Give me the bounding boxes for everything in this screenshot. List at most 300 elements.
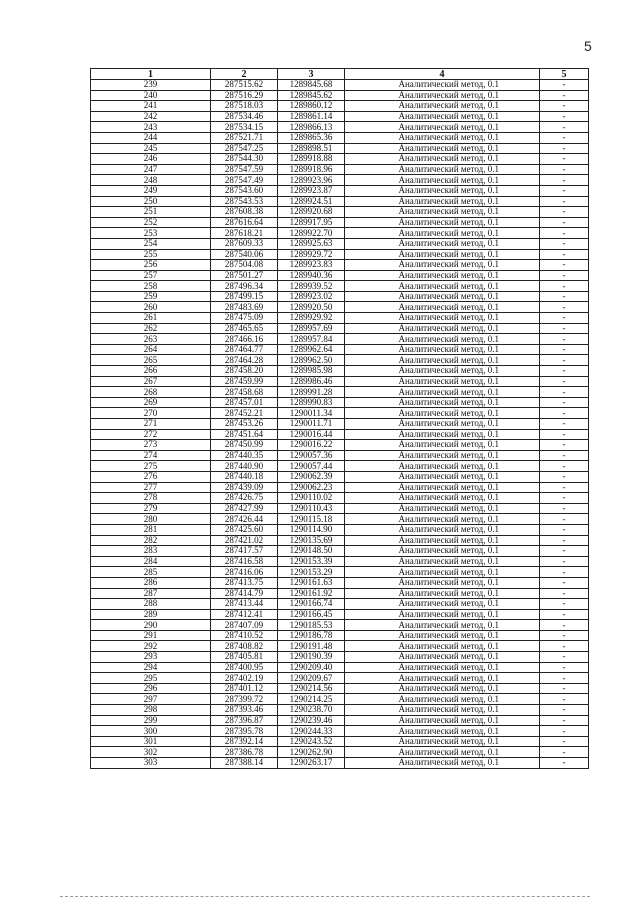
cell-y: 1290062.23 <box>278 482 345 493</box>
cell-method: Аналитический метод, 0.1 <box>345 599 540 610</box>
cell-point-number: 262 <box>91 323 211 334</box>
cell-x: 287458.68 <box>211 387 278 398</box>
cell-y: 1289925.63 <box>278 238 345 249</box>
cell-point-number: 302 <box>91 747 211 758</box>
cell-y: 1290016.44 <box>278 429 345 440</box>
cell-description: - <box>540 366 589 377</box>
cell-method: Аналитический метод, 0.1 <box>345 313 540 324</box>
cell-point-number: 287 <box>91 588 211 599</box>
table-row <box>91 90 589 101</box>
cell-x: 287457.01 <box>211 397 278 408</box>
table-row <box>91 376 589 387</box>
cell-y: 1289923.87 <box>278 185 345 196</box>
cell-point-number: 266 <box>91 366 211 377</box>
cell-point-number: 301 <box>91 736 211 747</box>
cell-description: - <box>540 440 589 451</box>
cell-x: 287410.52 <box>211 630 278 641</box>
cell-point-number: 285 <box>91 567 211 578</box>
cell-y: 1289923.02 <box>278 291 345 302</box>
cell-y: 1290114.90 <box>278 524 345 535</box>
cell-x: 287483.69 <box>211 302 278 313</box>
cell-point-number: 243 <box>91 122 211 133</box>
cell-method: Аналитический метод, 0.1 <box>345 419 540 430</box>
cell-y: 1289929.92 <box>278 313 345 324</box>
cell-x: 287608.38 <box>211 207 278 218</box>
cell-point-number: 265 <box>91 355 211 366</box>
cell-point-number: 295 <box>91 673 211 684</box>
table-row <box>91 440 589 451</box>
cell-x: 287413.75 <box>211 577 278 588</box>
cell-x: 287609.33 <box>211 238 278 249</box>
cell-description: - <box>540 154 589 165</box>
cell-point-number: 279 <box>91 503 211 514</box>
cell-point-number: 290 <box>91 620 211 631</box>
cell-description: - <box>540 535 589 546</box>
cell-y: 1289861.14 <box>278 111 345 122</box>
cell-y: 1290263.17 <box>278 758 345 769</box>
cell-description: - <box>540 620 589 631</box>
table-row <box>91 228 589 239</box>
table-row <box>91 281 589 292</box>
table-row <box>91 652 589 663</box>
cell-method: Аналитический метод, 0.1 <box>345 302 540 313</box>
cell-method: Аналитический метод, 0.1 <box>345 111 540 122</box>
cell-y: 1290166.74 <box>278 599 345 610</box>
cell-point-number: 278 <box>91 493 211 504</box>
table-row <box>91 291 589 302</box>
table-row <box>91 80 589 91</box>
cell-x: 287543.53 <box>211 196 278 207</box>
cell-x: 287452.21 <box>211 408 278 419</box>
cell-x: 287616.64 <box>211 217 278 228</box>
cell-point-number: 282 <box>91 535 211 546</box>
table-row <box>91 535 589 546</box>
cell-description: - <box>540 524 589 535</box>
cell-description: - <box>540 408 589 419</box>
cell-y: 1290214.25 <box>278 694 345 705</box>
cell-method: Аналитический метод, 0.1 <box>345 567 540 578</box>
cell-description: - <box>540 387 589 398</box>
cell-y: 1290239.46 <box>278 715 345 726</box>
table-header-row <box>91 69 589 80</box>
cell-description: - <box>540 609 589 620</box>
cell-x: 287407.09 <box>211 620 278 631</box>
cell-x: 287426.75 <box>211 493 278 504</box>
cell-y: 1289939.52 <box>278 281 345 292</box>
cell-x: 287475.09 <box>211 313 278 324</box>
cell-description: - <box>540 556 589 567</box>
cell-description: - <box>540 228 589 239</box>
cell-description: - <box>540 662 589 673</box>
cell-description: - <box>540 461 589 472</box>
cell-description: - <box>540 143 589 154</box>
cell-x: 287496.34 <box>211 281 278 292</box>
table-row <box>91 694 589 705</box>
cell-method: Аналитический метод, 0.1 <box>345 461 540 472</box>
cell-description: - <box>540 546 589 557</box>
cell-point-number: 273 <box>91 440 211 451</box>
cell-point-number: 292 <box>91 641 211 652</box>
cell-x: 287440.18 <box>211 471 278 482</box>
cell-y: 1290135.69 <box>278 535 345 546</box>
cell-x: 287392.14 <box>211 736 278 747</box>
cell-description: - <box>540 260 589 271</box>
table-row <box>91 450 589 461</box>
cell-x: 287547.49 <box>211 175 278 186</box>
cell-y: 1290243.52 <box>278 736 345 747</box>
cell-method: Аналитический метод, 0.1 <box>345 524 540 535</box>
table-row <box>91 726 589 737</box>
cell-description: - <box>540 334 589 345</box>
cell-method: Аналитический метод, 0.1 <box>345 207 540 218</box>
cell-description: - <box>540 196 589 207</box>
table-row <box>91 196 589 207</box>
cell-y: 1289845.68 <box>278 80 345 91</box>
cell-y: 1290185.53 <box>278 620 345 631</box>
table-row <box>91 132 589 143</box>
cell-x: 287405.81 <box>211 652 278 663</box>
cell-method: Аналитический метод, 0.1 <box>345 249 540 260</box>
cell-description: - <box>540 482 589 493</box>
table-row <box>91 260 589 271</box>
cell-method: Аналитический метод, 0.1 <box>345 408 540 419</box>
cell-description: - <box>540 577 589 588</box>
table-row <box>91 715 589 726</box>
coordinates-table <box>90 68 589 769</box>
cell-description: - <box>540 111 589 122</box>
cell-y: 1289920.68 <box>278 207 345 218</box>
table-row <box>91 323 589 334</box>
cell-description: - <box>540 185 589 196</box>
cell-method: Аналитический метод, 0.1 <box>345 185 540 196</box>
cell-point-number: 239 <box>91 80 211 91</box>
cell-x: 287400.95 <box>211 662 278 673</box>
cell-y: 1289860.12 <box>278 101 345 112</box>
cell-point-number: 268 <box>91 387 211 398</box>
table-row <box>91 524 589 535</box>
table-row <box>91 302 589 313</box>
cell-method: Аналитический метод, 0.1 <box>345 482 540 493</box>
cell-x: 287412.41 <box>211 609 278 620</box>
cell-y: 1290110.43 <box>278 503 345 514</box>
cell-method: Аналитический метод, 0.1 <box>345 355 540 366</box>
cell-x: 287464.28 <box>211 355 278 366</box>
cell-description: - <box>540 673 589 684</box>
cell-point-number: 254 <box>91 238 211 249</box>
cell-method: Аналитический метод, 0.1 <box>345 429 540 440</box>
cell-description: - <box>540 503 589 514</box>
cell-x: 287547.59 <box>211 164 278 175</box>
table-row <box>91 101 589 112</box>
cell-point-number: 298 <box>91 705 211 716</box>
table-row <box>91 588 589 599</box>
cell-x: 287458.20 <box>211 366 278 377</box>
table-row <box>91 471 589 482</box>
cell-y: 1289957.69 <box>278 323 345 334</box>
cell-method: Аналитический метод, 0.1 <box>345 588 540 599</box>
cell-x: 287393.46 <box>211 705 278 716</box>
cell-x: 287425.60 <box>211 524 278 535</box>
cell-method: Аналитический метод, 0.1 <box>345 715 540 726</box>
cell-method: Аналитический метод, 0.1 <box>345 281 540 292</box>
cell-y: 1290148.50 <box>278 546 345 557</box>
column-header-x: 2 <box>211 69 278 80</box>
cell-x: 287417.57 <box>211 546 278 557</box>
cell-point-number: 247 <box>91 164 211 175</box>
cell-description: - <box>540 736 589 747</box>
table-row <box>91 747 589 758</box>
cell-method: Аналитический метод, 0.1 <box>345 196 540 207</box>
cell-y: 1289866.13 <box>278 122 345 133</box>
table-row <box>91 705 589 716</box>
cell-method: Аналитический метод, 0.1 <box>345 397 540 408</box>
cell-description: - <box>540 291 589 302</box>
cell-x: 287547.25 <box>211 143 278 154</box>
cell-x: 287504.08 <box>211 260 278 271</box>
cell-point-number: 284 <box>91 556 211 567</box>
cell-method: Аналитический метод, 0.1 <box>345 556 540 567</box>
cell-y: 1289918.96 <box>278 164 345 175</box>
cell-x: 287499.15 <box>211 291 278 302</box>
table-row <box>91 641 589 652</box>
cell-y: 1289986.46 <box>278 376 345 387</box>
cell-x: 287399.72 <box>211 694 278 705</box>
cell-x: 287464.77 <box>211 344 278 355</box>
cell-y: 1289962.64 <box>278 344 345 355</box>
cell-point-number: 267 <box>91 376 211 387</box>
cell-y: 1290062.39 <box>278 471 345 482</box>
cell-y: 1290238.70 <box>278 705 345 716</box>
cell-x: 287396.87 <box>211 715 278 726</box>
cell-y: 1290166.45 <box>278 609 345 620</box>
table-row <box>91 207 589 218</box>
cell-y: 1289922.70 <box>278 228 345 239</box>
cell-description: - <box>540 207 589 218</box>
column-header-description: 5 <box>540 69 589 80</box>
cell-description: - <box>540 122 589 133</box>
cell-y: 1290161.92 <box>278 588 345 599</box>
cell-method: Аналитический метод, 0.1 <box>345 175 540 186</box>
cell-description: - <box>540 323 589 334</box>
cell-y: 1289898.51 <box>278 143 345 154</box>
cell-x: 287440.90 <box>211 461 278 472</box>
cell-y: 1289865.36 <box>278 132 345 143</box>
cell-x: 287414.79 <box>211 588 278 599</box>
table-row <box>91 344 589 355</box>
cell-method: Аналитический метод, 0.1 <box>345 366 540 377</box>
cell-method: Аналитический метод, 0.1 <box>345 705 540 716</box>
cell-point-number: 293 <box>91 652 211 663</box>
cell-y: 1289918.88 <box>278 154 345 165</box>
cell-description: - <box>540 313 589 324</box>
cell-method: Аналитический метод, 0.1 <box>345 726 540 737</box>
table-row <box>91 122 589 133</box>
cell-x: 287395.78 <box>211 726 278 737</box>
cell-description: - <box>540 238 589 249</box>
cell-x: 287408.82 <box>211 641 278 652</box>
cell-y: 1289991.28 <box>278 387 345 398</box>
cell-point-number: 253 <box>91 228 211 239</box>
table-row <box>91 154 589 165</box>
table-row <box>91 620 589 631</box>
table-row <box>91 683 589 694</box>
cell-point-number: 252 <box>91 217 211 228</box>
cell-description: - <box>540 355 589 366</box>
cell-method: Аналитический метод, 0.1 <box>345 143 540 154</box>
cell-y: 1290209.67 <box>278 673 345 684</box>
cell-point-number: 269 <box>91 397 211 408</box>
cell-method: Аналитический метод, 0.1 <box>345 546 540 557</box>
cell-method: Аналитический метод, 0.1 <box>345 344 540 355</box>
cell-method: Аналитический метод, 0.1 <box>345 630 540 641</box>
cell-point-number: 240 <box>91 90 211 101</box>
cell-method: Аналитический метод, 0.1 <box>345 620 540 631</box>
cell-method: Аналитический метод, 0.1 <box>345 535 540 546</box>
cell-method: Аналитический метод, 0.1 <box>345 376 540 387</box>
cell-description: - <box>540 726 589 737</box>
cell-point-number: 289 <box>91 609 211 620</box>
cell-point-number: 263 <box>91 334 211 345</box>
cell-method: Аналитический метод, 0.1 <box>345 747 540 758</box>
cell-description: - <box>540 747 589 758</box>
cell-x: 287534.46 <box>211 111 278 122</box>
cell-method: Аналитический метод, 0.1 <box>345 101 540 112</box>
cell-point-number: 272 <box>91 429 211 440</box>
cell-point-number: 271 <box>91 419 211 430</box>
table-row <box>91 482 589 493</box>
cell-x: 287515.62 <box>211 80 278 91</box>
cell-method: Аналитический метод, 0.1 <box>345 291 540 302</box>
cell-x: 287465.65 <box>211 323 278 334</box>
cell-point-number: 296 <box>91 683 211 694</box>
table-row <box>91 419 589 430</box>
cell-point-number: 242 <box>91 111 211 122</box>
cell-point-number: 264 <box>91 344 211 355</box>
cell-y: 1289957.84 <box>278 334 345 345</box>
table-row <box>91 387 589 398</box>
cell-description: - <box>540 397 589 408</box>
cell-x: 287534.15 <box>211 122 278 133</box>
cell-point-number: 303 <box>91 758 211 769</box>
cell-description: - <box>540 567 589 578</box>
cell-method: Аналитический метод, 0.1 <box>345 694 540 705</box>
cell-description: - <box>540 302 589 313</box>
cell-description: - <box>540 758 589 769</box>
column-header-point-number: 1 <box>91 69 211 80</box>
table-row <box>91 164 589 175</box>
cell-description: - <box>540 419 589 430</box>
cell-x: 287543.60 <box>211 185 278 196</box>
cell-point-number: 261 <box>91 313 211 324</box>
column-header-y: 3 <box>278 69 345 80</box>
cell-method: Аналитический метод, 0.1 <box>345 323 540 334</box>
cell-y: 1290161.63 <box>278 577 345 588</box>
cell-description: - <box>540 281 589 292</box>
table-row <box>91 673 589 684</box>
cell-y: 1290262.90 <box>278 747 345 758</box>
cell-x: 287427.99 <box>211 503 278 514</box>
table-row <box>91 111 589 122</box>
table-row <box>91 599 589 610</box>
cell-y: 1289924.51 <box>278 196 345 207</box>
cell-point-number: 258 <box>91 281 211 292</box>
cell-x: 287518.03 <box>211 101 278 112</box>
table-row <box>91 461 589 472</box>
cell-point-number: 251 <box>91 207 211 218</box>
table-row <box>91 567 589 578</box>
cell-x: 287540.06 <box>211 249 278 260</box>
table-row <box>91 143 589 154</box>
cell-method: Аналитический метод, 0.1 <box>345 514 540 525</box>
cell-method: Аналитический метод, 0.1 <box>345 164 540 175</box>
cell-y: 1290244.33 <box>278 726 345 737</box>
cell-point-number: 246 <box>91 154 211 165</box>
cell-description: - <box>540 652 589 663</box>
cell-y: 1290115.18 <box>278 514 345 525</box>
cell-point-number: 288 <box>91 599 211 610</box>
cell-y: 1289940.36 <box>278 270 345 281</box>
cell-point-number: 249 <box>91 185 211 196</box>
cell-point-number: 291 <box>91 630 211 641</box>
cell-method: Аналитический метод, 0.1 <box>345 736 540 747</box>
table-row <box>91 408 589 419</box>
cell-description: - <box>540 705 589 716</box>
cell-method: Аналитический метод, 0.1 <box>345 662 540 673</box>
cell-x: 287544.30 <box>211 154 278 165</box>
cell-y: 1290186.78 <box>278 630 345 641</box>
cell-description: - <box>540 175 589 186</box>
cell-description: - <box>540 471 589 482</box>
cell-method: Аналитический метод, 0.1 <box>345 270 540 281</box>
cell-description: - <box>540 164 589 175</box>
table-row <box>91 238 589 249</box>
table-row <box>91 493 589 504</box>
cell-method: Аналитический метод, 0.1 <box>345 503 540 514</box>
cell-y: 1290153.29 <box>278 567 345 578</box>
table-row <box>91 397 589 408</box>
cell-x: 287401.12 <box>211 683 278 694</box>
cell-method: Аналитический метод, 0.1 <box>345 683 540 694</box>
cell-y: 1289920.50 <box>278 302 345 313</box>
table-row <box>91 366 589 377</box>
cell-description: - <box>540 599 589 610</box>
cell-point-number: 255 <box>91 249 211 260</box>
cell-description: - <box>540 715 589 726</box>
cell-description: - <box>540 101 589 112</box>
table-row <box>91 630 589 641</box>
cell-y: 1289923.96 <box>278 175 345 186</box>
cell-x: 287416.06 <box>211 567 278 578</box>
cell-method: Аналитический метод, 0.1 <box>345 493 540 504</box>
cell-point-number: 245 <box>91 143 211 154</box>
cell-y: 1290011.71 <box>278 419 345 430</box>
cell-method: Аналитический метод, 0.1 <box>345 260 540 271</box>
cell-method: Аналитический метод, 0.1 <box>345 652 540 663</box>
cell-description: - <box>540 683 589 694</box>
cell-method: Аналитический метод, 0.1 <box>345 122 540 133</box>
cell-description: - <box>540 344 589 355</box>
table-row <box>91 355 589 366</box>
table-row <box>91 503 589 514</box>
cell-method: Аналитический метод, 0.1 <box>345 154 540 165</box>
cell-method: Аналитический метод, 0.1 <box>345 238 540 249</box>
cell-y: 1290214.56 <box>278 683 345 694</box>
cell-point-number: 256 <box>91 260 211 271</box>
cell-x: 287618.21 <box>211 228 278 239</box>
cell-description: - <box>540 450 589 461</box>
cell-description: - <box>540 90 589 101</box>
cell-x: 287426.44 <box>211 514 278 525</box>
